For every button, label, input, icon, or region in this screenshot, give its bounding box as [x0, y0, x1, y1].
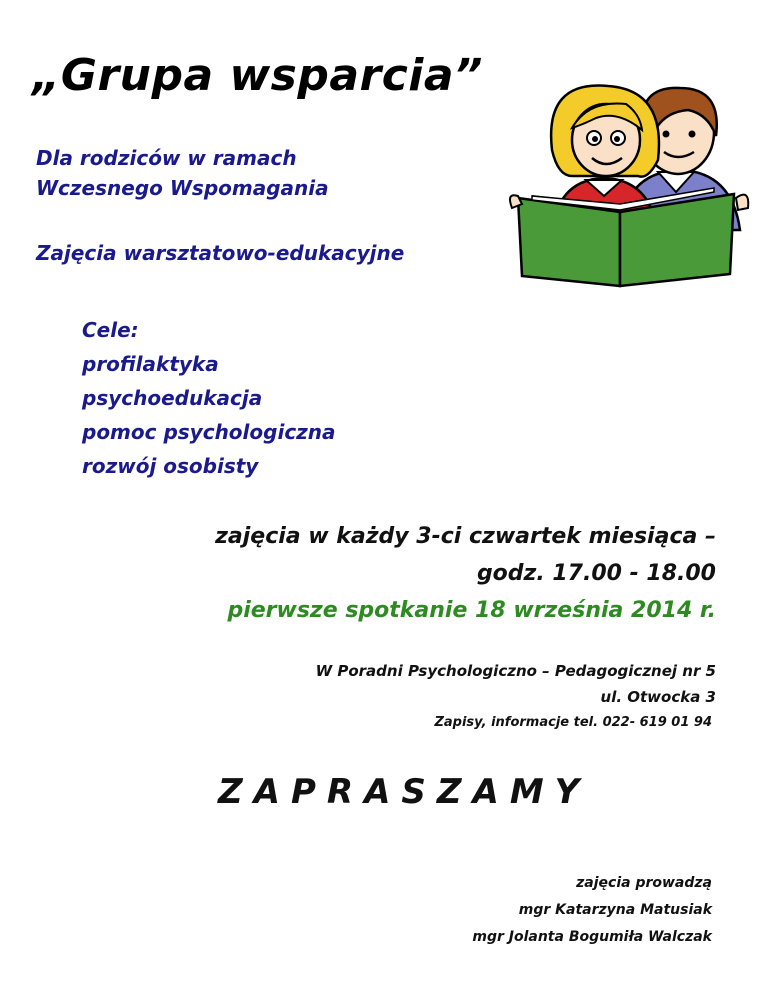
street-address: ul. Otwocka 3: [600, 688, 716, 706]
contact-info: Zapisy, informacje tel. 022- 619 01 94: [434, 715, 712, 730]
intro-line-1: Dla rodziców w ramach: [36, 146, 297, 170]
first-meeting-date: pierwsze spotkanie 18 września 2014 r.: [227, 598, 716, 623]
intro-line-2: Wczesnego Wspomagania: [36, 176, 329, 200]
workshop-type: Zajęcia warsztatowo-edukacyjne: [36, 241, 405, 265]
goals-list: [82, 313, 336, 483]
address-block: [316, 658, 716, 736]
goal-item: profilaktyka: [82, 352, 219, 376]
goal-item: pomoc psychologiczna: [82, 420, 336, 444]
poster-title: „Grupa wsparcia”: [32, 50, 483, 101]
schedule-block: [215, 518, 716, 629]
leader-name: mgr Katarzyna Matusiak: [518, 902, 712, 918]
schedule-frequency: zajęcia w każdy 3-ci czwartek miesiąca –: [215, 524, 716, 549]
leaders-heading: zajęcia prowadzą: [576, 875, 712, 891]
leader-name: mgr Jolanta Bogumiła Walczak: [472, 929, 712, 945]
intro-text: [36, 143, 329, 203]
goal-item: psychoedukacja: [82, 386, 263, 410]
schedule-hours: godz. 17.00 - 18.00: [476, 561, 716, 586]
invitation-heading: ZAPRASZAMY: [218, 772, 591, 812]
goal-item: rozwój osobisty: [82, 454, 259, 478]
leaders-block: [472, 870, 712, 951]
clinic-name: W Poradni Psychologiczno – Pedagogicznej nr 5: [315, 662, 716, 680]
two-children-reading-book-icon: [508, 80, 754, 290]
book-icon: [510, 188, 748, 286]
goals-heading: Cele:: [82, 318, 139, 342]
